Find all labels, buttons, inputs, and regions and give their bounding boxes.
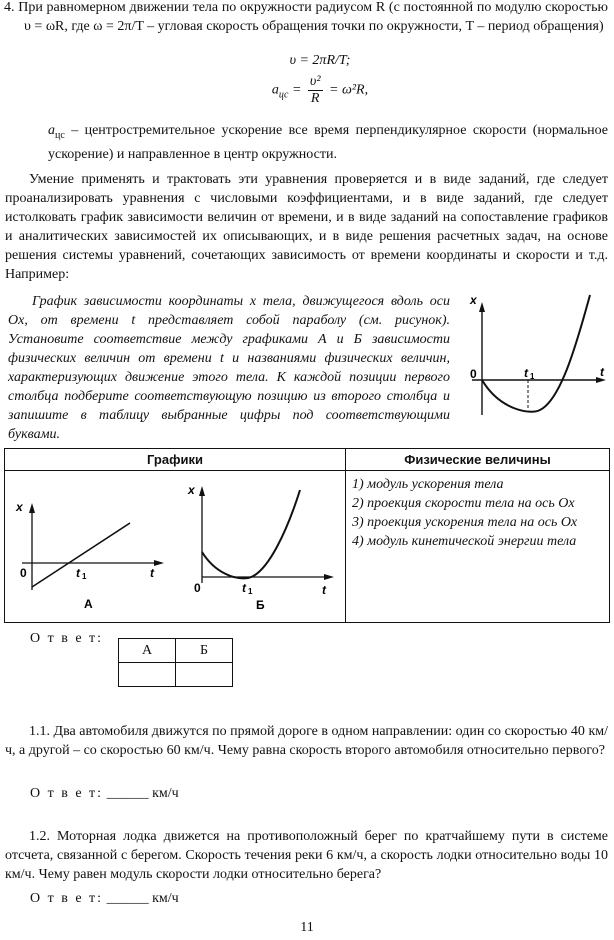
answer-label: О т в е т: [30,631,104,646]
answer-cell-b[interactable] [176,663,233,687]
answer-col-b: Б [176,639,233,663]
graph-b-x-arrow [324,574,334,580]
parabola-curve [482,295,590,412]
graph-a-label-t1: t [76,566,80,580]
main-parabola-graph [460,290,610,425]
q1-answer-line [30,786,179,802]
y-axis-arrow [479,302,485,312]
q2-answer-line [30,891,179,907]
quantity-4: 4) модуль кинетической энергии тела [352,534,577,549]
label-t1-sub: 1 [530,372,535,381]
q2-answer-blank[interactable]: ______ [106,891,149,906]
quantity-2: 2) проекция скорости тела на ось Ox [352,496,575,511]
formula-rhs: = ω²R, [329,82,369,98]
label-t1: t [524,366,528,380]
graph-a-letter: А [84,597,93,611]
formula-velocity: υ = 2πR/T; [289,53,351,68]
graph-a-line [32,523,130,587]
explain-symbol: a [48,123,55,138]
formula-numerator: υ² [309,74,321,89]
q2-answer-unit: км/ч [152,891,179,906]
graph-b-label-zero: 0 [194,581,201,595]
graph-b-letter: Б [256,598,265,612]
graph-a-x-arrow [154,560,164,566]
graph-b-label-t: t [322,583,326,597]
graph-a-label-x: x [16,500,23,514]
explain-symbol-sub: цс [55,129,65,141]
answer-cell-a[interactable] [119,663,176,687]
q2-answer-label: О т в е т: [30,891,104,906]
label-zero: 0 [470,367,477,381]
graph-b-y-arrow [199,486,205,496]
formula-a: a [271,82,279,98]
graph-b [180,478,340,618]
quantities-cell [346,471,610,623]
graph-a-y-arrow [29,503,35,513]
header-graphs: Графики [5,449,346,471]
answer-table [118,638,233,687]
formula-fraction [308,74,323,107]
q1-answer-blank[interactable]: ______ [106,786,149,801]
graph-b-parabola [202,490,300,578]
formula-centripetal: $a_{цс}$ = $\frac{\text{υ²}}{R}$ = ω²R, [271,74,369,106]
item-number: 4. [4,0,15,15]
explain-text: – центростремительное ускорение все время перпендикулярное скорости (нормальное ускорение) и направленное в центр окружности. [48,123,608,162]
formula-denominator: R [310,91,320,106]
graph-b-label-t1: t [242,581,246,595]
question-1-2: 1.2. Моторная лодка движется на противоположный берег по кратчайшему пути в системе отсчета, связанной с берегом. Скорость течения реки 6 км/ч, а скорость лодки относительно воды 10 км/ч. Чему равен модуль скорости лодки относительно берега? [5,829,608,882]
quantity-1: 1) модуль ускорения тела [352,477,504,492]
intro-lead-text: При равномерном движении тела по окружности радиусом R (с постоянной по модулю скоростью υ = ωR, где ω = 2π/T – угловая скорость обращения точки по окружности, T – период обращения) [18,0,608,34]
label-t: t [600,365,604,379]
intro-paragraph [4,0,608,36]
q1-answer-unit: км/ч [152,786,179,801]
label-x: x [470,293,477,307]
formula-a-sub: цс [278,89,289,101]
page-number: 11 [300,920,314,935]
centripetal-explanation [48,121,608,164]
header-quantities: Физические величины [346,449,610,471]
graph-a-label-zero: 0 [20,566,27,580]
main-paragraph: Умение применять и трактовать эти уравнения проверяется и в виде заданий, где следует проанализировать уравнения с числовыми коэффициентами, и в виде заданий, где следует истолковать график зависимости величин от времени, и в виде заданий на сопоставление графиков и аналитических зависимостей их описывающих, и в виде решения расчетных задач, на основе решения системы уравнений, сочетающих зависимость от времени координаты и скорости и т.д. Например: [5,172,608,282]
answer-col-a: А [119,639,176,663]
quantity-3: 3) проекция ускорения тела на ось Ox [352,515,578,530]
graph-a [10,495,170,615]
question-1-1: 1.1. Два автомобиля движутся по прямой дороге в одном направлении: один со скоростью 40 км/ч, а другой – со скоростью 60 км/ч. Чему равна скорость второго автомобиля относительно первого? [5,724,608,758]
graph-a-label-t: t [150,566,154,580]
graph-b-label-x: x [188,483,195,497]
graph-b-label-t1-sub: 1 [248,587,253,596]
graph-a-label-t1-sub: 1 [82,572,87,581]
task-text: График зависимости координаты x тела, движущегося вдоль оси Ox, от времени t представляет собой параболу (см. рисунок). Установите соответствие между графиками А и Б зависимости физических величин от времени t и названиями физических величин, характеризующих движение этого тела. К каждой позиции первого столбца подберите соответствующую позицию из второго столбца и запишите в таблицу выбранные цифры под соответствующими буквами. [8,294,450,442]
q1-answer-label: О т в е т: [30,786,104,801]
